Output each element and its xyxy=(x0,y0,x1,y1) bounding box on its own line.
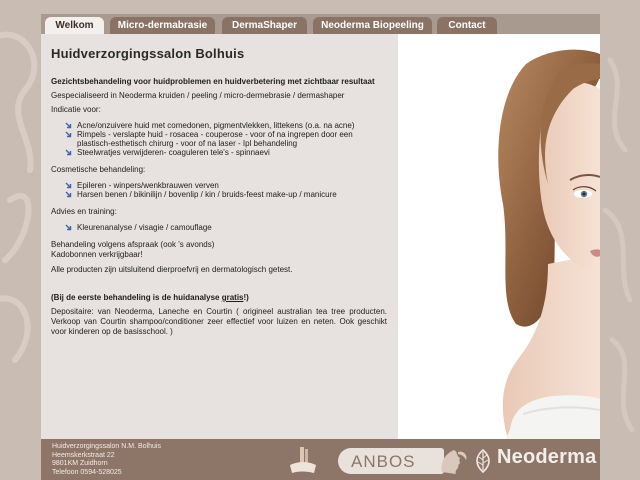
list-item-text: Rimpels - verslapte huid - rosacea - couperose - voor of na ingrepen door een plastisch-esthetisch chirurg - voor of na laser - Ipl behandeling xyxy=(77,130,353,148)
tab-welkom[interactable]: Welkom xyxy=(45,17,104,34)
specialisation-text: Gespecialiseerd in Neoderma kruiden / peeling / micro-dermebrasie / dermashaper xyxy=(51,91,345,100)
cosmetic-list xyxy=(51,181,387,199)
list-item-text: Steelwratjes verwijderen- coaguleren tele's - spinnaevi xyxy=(77,148,270,157)
free-analysis-prefix: (Bij de eerste behandeling is de huidanalyse xyxy=(51,293,222,302)
model-portrait-image xyxy=(398,34,600,439)
tab-contact[interactable]: Contact xyxy=(437,17,497,34)
anbos-logo[interactable] xyxy=(338,448,444,474)
free-analysis-suffix: !) xyxy=(243,293,249,302)
tab-neoderma-biopeeling[interactable]: Neoderma Biopeeling xyxy=(313,17,432,34)
products-text: Alle producten zijn uitsluitend dierproefvrij en dermatologisch getest. xyxy=(51,265,293,274)
depositaire-text: Depositaire: van Neoderma, Laneche en Courtin ( origineel australian tea tree producten. Verkoop van Courtin shampoo/conditioner zeer effectief voor luizen en neten. Ook geschikt voor kinderen op de basisschool. ) xyxy=(51,307,387,336)
indication-list xyxy=(51,121,387,157)
vouchers-text: Kadobonnen verkrijgbaar! xyxy=(51,250,143,259)
site-footer xyxy=(41,439,600,480)
footer-address-line: 9801KM Zuidhorn xyxy=(52,460,108,468)
anbos-face-icon xyxy=(438,446,470,476)
list-item-text: Acne/onzuivere huid met comedonen, pigmentvlekken, littekens (o.a. na acne) xyxy=(77,121,355,130)
list-item xyxy=(65,148,387,157)
free-analysis-note xyxy=(51,293,387,303)
cosmetic-heading: Cosmetische behandeling: xyxy=(51,165,146,174)
list-item xyxy=(65,130,387,148)
main-navigation xyxy=(41,14,600,34)
list-item-text: Epileren - winpers/wenkbrauwen verven xyxy=(77,181,219,190)
list-item xyxy=(65,190,387,199)
arrow-down-right-icon xyxy=(65,122,72,129)
arrow-down-right-icon xyxy=(65,149,72,156)
page-title: Huidverzorgingssalon Bolhuis xyxy=(51,46,245,61)
arrow-down-right-icon xyxy=(65,131,72,138)
advice-heading: Advies en training: xyxy=(51,207,117,216)
main-content xyxy=(41,34,398,439)
partner-logos xyxy=(288,443,600,478)
advice-list xyxy=(51,223,387,232)
footer-address-line: Huidverzorgingssalon N.M. Bolhuis xyxy=(52,443,161,450)
brush-logo-icon xyxy=(288,445,318,477)
site-container xyxy=(41,14,600,480)
footer-address-line: Telefoon 0594-528025 xyxy=(52,468,122,476)
free-analysis-free: gratis xyxy=(221,293,244,302)
footer-address-line: Heemskerkstraat 22 xyxy=(52,451,115,459)
neoderma-logo[interactable]: Neoderma xyxy=(497,446,597,468)
anbos-logo-text: ANBOS xyxy=(351,452,416,471)
list-item xyxy=(65,121,387,130)
list-item-text: Harsen benen / bikinilijn / bovenlip / kin / bruids-feest make-up / manicure xyxy=(77,190,337,199)
footer-address xyxy=(52,443,161,477)
tab-dermashaper[interactable]: DermaShaper xyxy=(222,17,307,34)
tab-micro-dermabrasie[interactable]: Micro-dermabrasie xyxy=(110,17,215,34)
leaf-icon xyxy=(472,448,494,474)
list-item-text: Kleurenanalyse / visagie / camouflage xyxy=(77,223,212,232)
appointment-text: Behandeling volgens afspraak (ook 's avonds) xyxy=(51,240,215,249)
indication-heading: Indicatie voor: xyxy=(51,105,101,114)
arrow-down-right-icon xyxy=(65,224,72,231)
list-item xyxy=(65,223,387,232)
arrow-down-right-icon xyxy=(65,182,72,189)
model-photo xyxy=(398,34,600,439)
arrow-down-right-icon xyxy=(65,191,72,198)
list-item xyxy=(65,181,387,190)
page-subtitle: Gezichtsbehandeling voor huidproblemen en huidverbetering met zichtbaar resultaat xyxy=(51,77,375,86)
